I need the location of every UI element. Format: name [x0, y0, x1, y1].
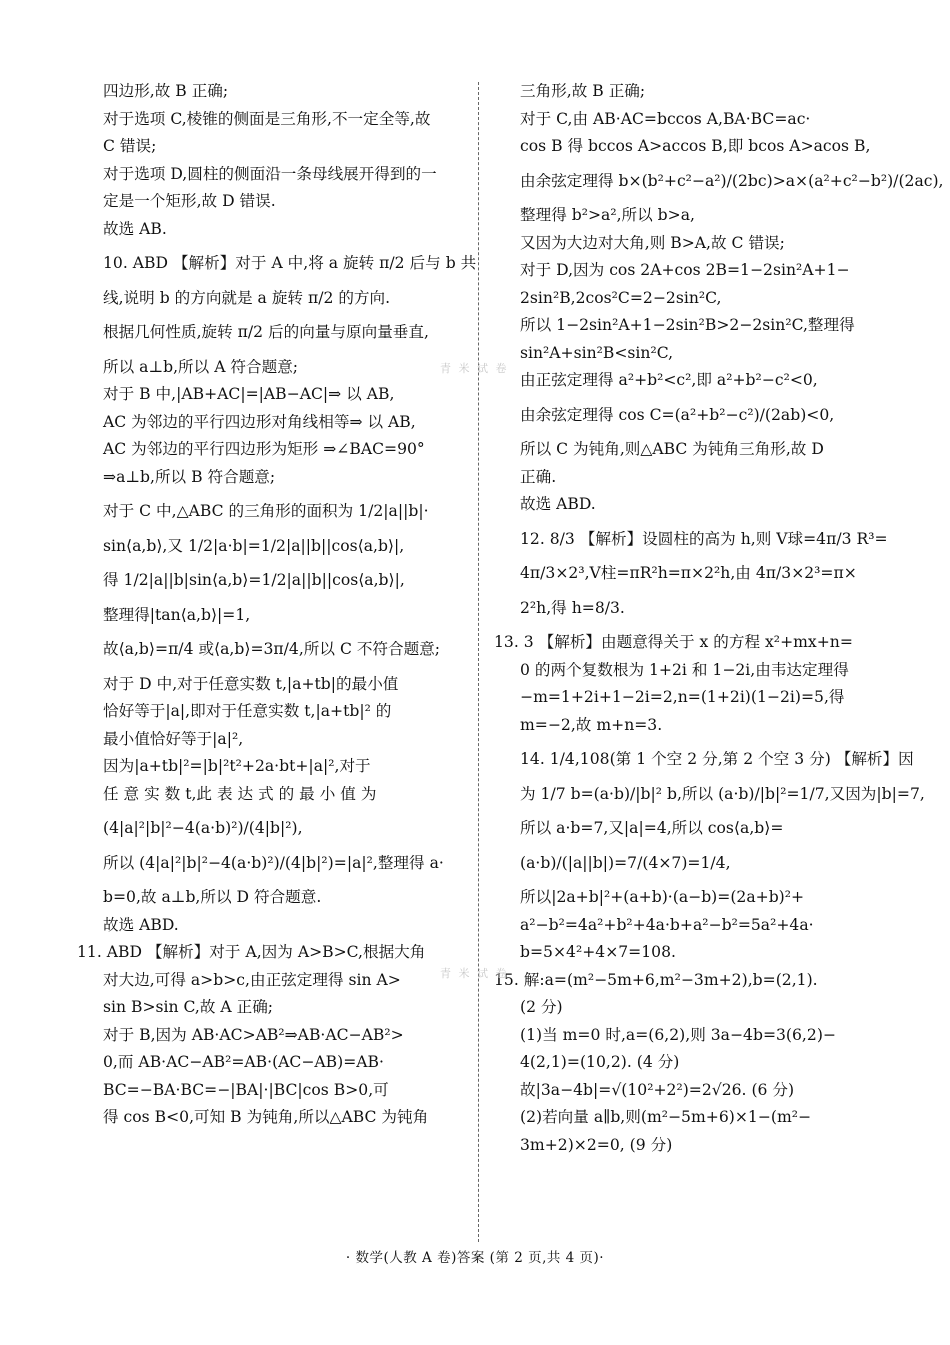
text-line: 14. 1/4,108(第 1 个空 2 分,第 2 个空 3 分) 【解析】因	[520, 750, 914, 768]
text-line: AC 为邻边的平行四边形为矩形 ⇒∠BAC=90°	[103, 440, 425, 458]
text-line: 为 1/7 b=(a·b)/|b|² b,所以 (a·b)/|b|²=1/7,又因为|b|=7,	[520, 784, 925, 803]
text-line: 所以 1−2sin²A+1−2sin²B>2−2sin²C,整理得	[520, 316, 855, 334]
text-line: 四边形,故 B 正确;	[103, 82, 229, 100]
text-line: 对于选项 C,棱锥的侧面是三角形,不一定全等,故	[103, 109, 431, 128]
text-line: 所以|2a+b|²+(a+b)·(a−b)=(2a+b)²+	[520, 888, 805, 906]
text-line: 恰好等于|a|,即对于任意实数 t,|a+tb|² 的	[103, 702, 392, 720]
text-line: 0,而 AB·AC−AB²=AB·(AC−AB)=AB·	[103, 1053, 384, 1071]
text-line: 13. 3 【解析】由题意得关于 x 的方程 x²+mx+n=	[494, 633, 853, 651]
text-line: 12. 8/3 【解析】设圆柱的高为 h,则 V球=4π/3 R³=	[520, 529, 888, 548]
text-line: 由余弦定理得 b×(b²+c²−a²)/(2bc)>a×(a²+c²−b²)/(2ac),	[520, 171, 944, 190]
text-line: sin B>sin C,故 A 正确;	[103, 998, 274, 1016]
text-line: 由余弦定理得 cos C=(a²+b²−c²)/(2ab)<0,	[520, 405, 835, 424]
text-line: 故选 ABD.	[520, 495, 596, 513]
text-line: BC=−BA·BC=−|BA|·|BC|cos B>0,可	[103, 1080, 389, 1099]
text-line: (a·b)/(|a||b|)=7/(4×7)=1/4,	[520, 853, 731, 872]
text-line: 3m+2)×2=0, (9 分)	[520, 1135, 673, 1154]
text-line: 又因为大边对大角,则 B>A,故 C 错误;	[520, 233, 785, 252]
text-line: 根据几何性质,旋转 π/2 后的向量与原向量垂直,	[103, 323, 429, 341]
text-line: 故选 AB.	[103, 219, 167, 238]
text-line: 对于 D,因为 cos 2A+cos 2B=1−2sin²A+1−	[520, 261, 850, 279]
watermark: 青 米 试 卷	[440, 362, 509, 375]
text-line: 正确.	[520, 467, 557, 486]
text-line: (2)若向量 a∥b,则(m²−5m+6)×1−(m²−	[520, 1108, 812, 1126]
text-line: 对于选项 D,圆柱的侧面沿一条母线展开得到的一	[103, 164, 437, 183]
text-line: sin²A+sin²B<sin²C,	[520, 343, 674, 362]
text-line: 2²h,得 h=8/3.	[520, 598, 625, 617]
column-divider	[478, 82, 479, 1242]
text-line: 得 1/2|a||b|sin⟨a,b⟩=1/2|a||b||cos⟨a,b⟩|,	[103, 571, 405, 589]
text-line: −m=1+2i+1−2i=2,n=(1+2i)(1−2i)=5,得	[520, 688, 845, 706]
text-line: 故⟨a,b⟩=π/4 或⟨a,b⟩=3π/4,所以 C 不符合题意;	[103, 640, 441, 658]
text-line: b=5×4²+4×7=108.	[520, 943, 676, 961]
text-line: 对于 C 中,△ABC 的三角形的面积为 1/2|a||b|·	[103, 502, 429, 520]
text-line: cos B 得 bccos A>accos B,即 bcos A>acos B,	[520, 137, 871, 155]
text-line: (2 分)	[520, 998, 563, 1016]
text-line: 所以 a⊥b,所以 A 符合题意;	[103, 357, 299, 376]
text-line: 得 cos B<0,可知 B 为钝角,所以△ABC 为钝角	[103, 1108, 429, 1126]
text-line: 线,说明 b 的方向就是 a 旋转 π/2 的方向.	[103, 288, 391, 307]
text-line: 所以 (4|a|²|b|²−4(a·b)²)/(4|b|²)=|a|²,整理得 a·	[103, 853, 444, 872]
text-line: 11. ABD 【解析】对于 A,因为 A>B>C,根据大角	[77, 943, 426, 961]
text-line: 对于 B 中,|AB+AC|=|AB−AC|⇒ 以 AB,	[103, 385, 395, 403]
text-line: 15. 解:a=(m²−5m+6,m²−3m+2),b=(2,1).	[494, 970, 818, 989]
text-line: 由正弦定理得 a²+b²<c²,即 a²+b²−c²<0,	[520, 371, 818, 389]
text-line: 对于 C,由 AB·AC=bccos A,BA·BC=ac·	[520, 109, 811, 128]
text-line: 10. ABD 【解析】对于 A 中,将 a 旋转 π/2 后与 b 共	[103, 254, 477, 272]
text-line: 因为|a+tb|²=|b|²t²+2a·bt+|a|²,对于	[103, 757, 371, 775]
text-line: sin⟨a,b⟩,又 1/2|a·b|=1/2|a||b||cos⟨a,b⟩|,	[103, 536, 405, 555]
text-line: 4π/3×2³,V柱=πR²h=π×2²h,由 4π/3×2³=π×	[520, 564, 857, 582]
text-line: C 错误;	[103, 137, 157, 155]
text-line: b=0,故 a⊥b,所以 D 符合题意.	[103, 888, 322, 906]
text-line: 任 意 实 数 t,此 表 达 式 的 最 小 值 为	[103, 784, 377, 803]
watermark: 青 米 试 卷	[440, 967, 509, 980]
text-line: 故选 ABD.	[103, 915, 179, 934]
text-line: m=−2,故 m+n=3.	[520, 715, 663, 734]
right-column	[494, 78, 944, 1159]
text-line: ⇒a⊥b,所以 B 符合题意;	[103, 467, 276, 486]
page-footer: · 数学(人教 A 卷)答案 (第 2 页,共 4 页)·	[345, 1250, 605, 1266]
text-line: 最小值恰好等于|a|²,	[103, 729, 244, 748]
text-line: 整理得|tan⟨a,b⟩|=1,	[103, 605, 251, 624]
text-line: 整理得 b²>a²,所以 b>a,	[520, 206, 695, 224]
text-line: 对于 D 中,对于任意实数 t,|a+tb|的最小值	[103, 674, 399, 693]
text-line: AC 为邻边的平行四边形对角线相等⇒ 以 AB,	[103, 412, 416, 431]
text-line: 4(2,1)=(10,2). (4 分)	[520, 1053, 680, 1071]
text-line: 2sin²B,2cos²C=2−2sin²C,	[520, 288, 722, 307]
text-line: 定是一个矩形,故 D 错误.	[103, 192, 276, 210]
text-line: 故|3a−4b|=√(10²+2²)=2√26. (6 分)	[520, 1080, 795, 1099]
text-line: 对大边,可得 a>b>c,由正弦定理得 sin A>	[103, 970, 401, 989]
text-line: 0 的两个复数根为 1+2i 和 1−2i,由韦达定理得	[520, 660, 849, 679]
text-line: 所以 a·b=7,又|a|=4,所以 cos⟨a,b⟩=	[520, 819, 784, 837]
text-line: 对于 B,因为 AB·AC>AB²⇒AB·AC−AB²>	[103, 1025, 404, 1044]
text-line: a²−b²=4a²+b²+4a·b+a²−b²=5a²+4a·	[520, 915, 814, 934]
text-line: 三角形,故 B 正确;	[520, 82, 646, 100]
text-line: (4|a|²|b|²−4(a·b)²)/(4|b|²),	[103, 819, 303, 837]
text-line: (1)当 m=0 时,a=(6,2),则 3a−4b=3(6,2)−	[520, 1025, 836, 1044]
text-line: 所以 C 为钝角,则△ABC 为钝角三角形,故 D	[520, 440, 824, 458]
